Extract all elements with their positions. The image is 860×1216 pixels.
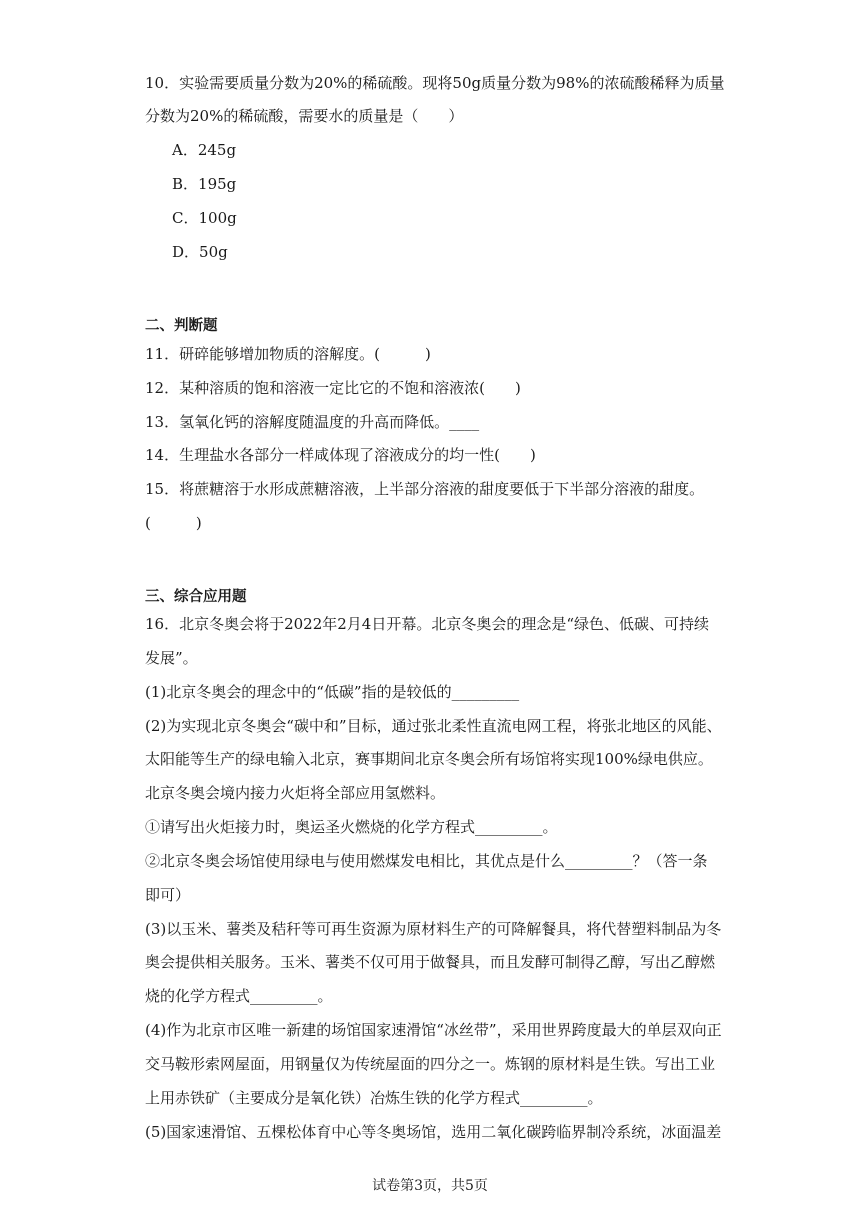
q16-line-2: 发展”。	[145, 649, 198, 667]
section-3-title: 三、综合应用题	[145, 589, 247, 605]
q16-part-2-line-1: (2)为实现北京冬奥会“碳中和”目标，通过张北柔性直流电网工程，将张北地区的风能、	[145, 717, 722, 735]
q10-stem-line-2: 分数为20%的稀硫酸，需要水的质量是（ ）	[145, 107, 464, 125]
q16-part-4-line-1: (4)作为北京市区唯一新建的场馆国家速滑馆“冰丝带”，采用世界跨度最大的单层双向正	[145, 1021, 722, 1039]
q12: 12．某种溶质的饱和溶液一定比它的不饱和溶液浓( )	[145, 379, 521, 397]
q16-part-3-line-1: (3)以玉米、薯类及秸秆等可再生资源为原材料生产的可降解餐具，将代替塑料制品为冬	[145, 920, 722, 938]
q15-line-1: 15．将蔗糖溶于水形成蔗糖溶液，上半部分溶液的甜度要低于下半部分溶液的甜度。	[145, 480, 705, 498]
q15-line-2: ( )	[145, 514, 202, 532]
q10-option-c: C．100g	[172, 209, 237, 227]
q11: 11．研碎能够增加物质的溶解度。( )	[145, 345, 431, 363]
q16-part-2-sub-1: ①请写出火炬接力时，奥运圣火燃烧的化学方程式_________。	[145, 818, 558, 836]
q14: 14．生理盐水各部分一样咸体现了溶液成分的均一性( )	[145, 446, 536, 464]
section-2-title: 二、判断题	[145, 318, 218, 334]
q16-part-4-line-3: 上用赤铁矿（主要成分是氧化铁）冶炼生铁的化学方程式_________。	[145, 1089, 603, 1107]
q10-stem-line-1: 10．实验需要质量分数为20%的稀硫酸。现将50g质量分数为98%的浓硫酸稀释为质量	[145, 74, 725, 92]
q13: 13．氢氧化钙的溶解度随温度的升高而降低。____	[145, 413, 480, 431]
q16-part-2-sub-2-line-1: ②北京冬奥会场馆使用绿电与使用燃煤发电相比，其优点是什么_________？（答一条	[145, 852, 708, 870]
q16-part-4-line-2: 交马鞍形索网屋面，用钢量仅为传统屋面的四分之一。炼钢的原材料是生铁。写出工业	[145, 1055, 716, 1073]
q16-part-5-line-1: (5)国家速滑馆、五棵松体育中心等冬奥场馆，选用二氧化碳跨临界制冷系统，冰面温差	[145, 1123, 722, 1141]
q16-part-3-line-2: 奥会提供相关服务。玉米、薯类不仅可用于做餐具，而且发酵可制得乙醇，写出乙醇燃	[145, 953, 716, 971]
q10-option-b: B．195g	[172, 175, 237, 193]
q16-part-3-line-3: 烧的化学方程式_________。	[145, 987, 333, 1005]
q16-part-2-sub-2-line-2: 即可）	[145, 886, 191, 904]
q16-line-1: 16．北京冬奥会将于2022年2月4日开幕。北京冬奥会的理念是“绿色、低碳、可持续	[145, 615, 710, 633]
page-footer: 试卷第3页，共5页	[372, 1178, 488, 1194]
q16-part-1: (1)北京冬奥会的理念中的“低碳”指的是较低的_________	[145, 683, 520, 701]
q16-part-2-line-2: 太阳能等生产的绿电输入北京，赛事期间北京冬奥会所有场馆将实现100%绿电供应。	[145, 750, 713, 768]
q16-part-2-line-3: 北京冬奥会境内接力火炬将全部应用氢燃料。	[145, 784, 446, 802]
q10-option-d: D．50g	[172, 243, 228, 261]
q10-option-a: A．245g	[172, 141, 237, 159]
